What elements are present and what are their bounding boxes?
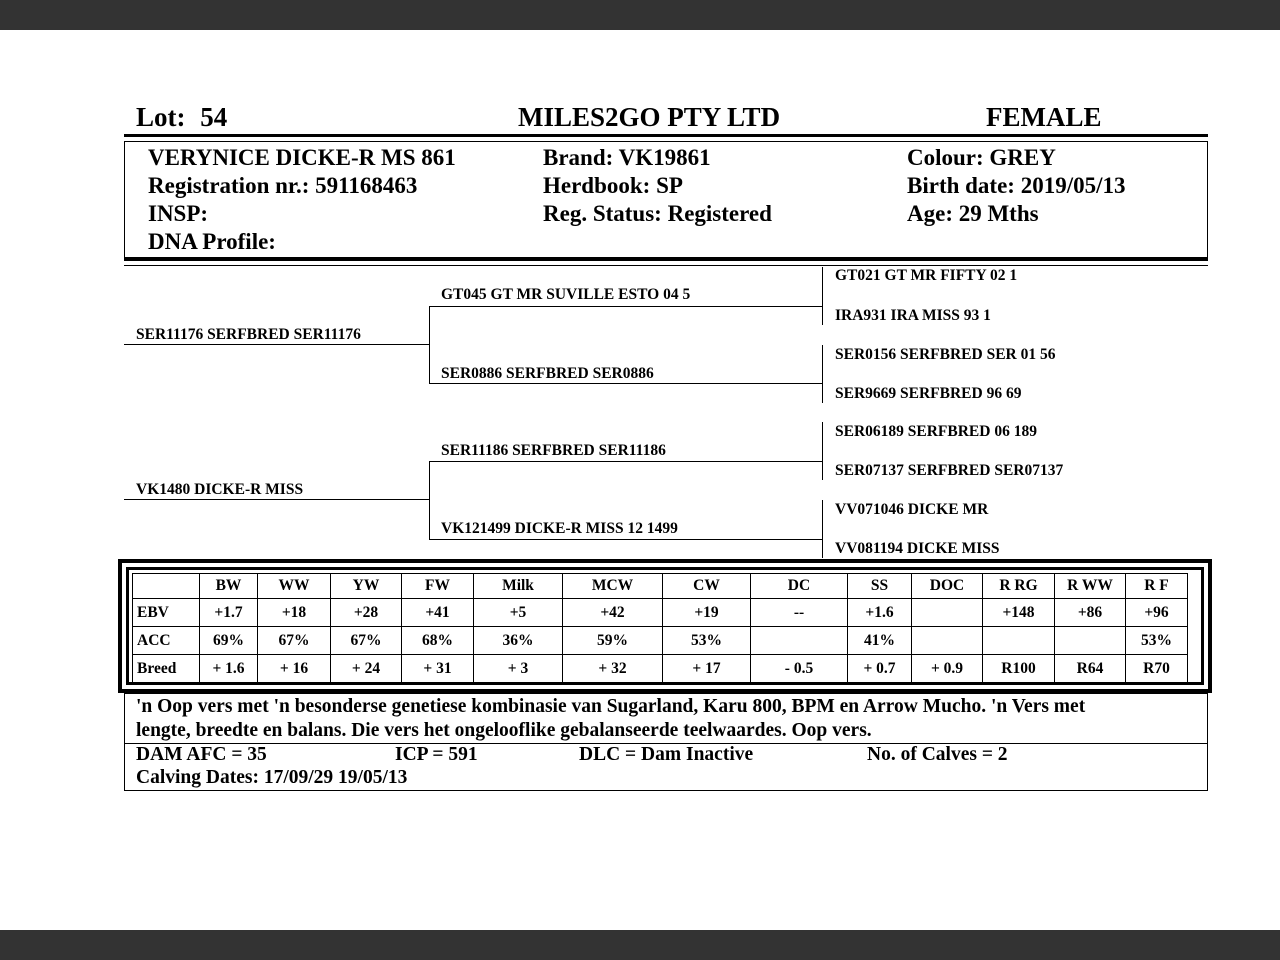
ebv-value-cell (912, 599, 983, 627)
ebv-value-cell: +86 (1055, 599, 1126, 627)
lot-label (136, 102, 227, 133)
dam-line (124, 499, 430, 500)
sire-dam-line (429, 383, 823, 384)
ebv-value-cell (751, 627, 848, 655)
insp-label: INSP: (148, 201, 209, 226)
ebv-row-label: Breed (133, 655, 200, 683)
calving-dates: Calving Dates: 17/09/29 19/05/13 (136, 767, 408, 788)
ebv-row-ebv (133, 599, 1188, 627)
ebv-value-cell: + 31 (402, 655, 474, 683)
ebv-value-cell: +18 (258, 599, 331, 627)
info-box-right (1207, 141, 1208, 257)
great-grandparent: SER9669 SERFBRED 96 69 (835, 385, 1022, 402)
ebv-column-header: FW (402, 574, 474, 599)
ebv-column-header: YW (331, 574, 402, 599)
ggp-bracket-4 (822, 500, 823, 558)
top-frame-bar (0, 0, 1280, 30)
ebv-value-cell: + 24 (331, 655, 402, 683)
sire-bracket (429, 306, 430, 384)
ebv-value-cell: +96 (1126, 599, 1188, 627)
ebv-column-header: R WW (1055, 574, 1126, 599)
lot-number: 54 (200, 102, 228, 132)
ebv-column-header: MCW (563, 574, 663, 599)
ggp-bracket-1 (822, 267, 823, 325)
brand: Brand: VK19861 (543, 145, 711, 170)
ebv-value-cell: 69% (200, 627, 258, 655)
ebv-value-cell: 53% (663, 627, 751, 655)
dlc: DLC = Dam Inactive (579, 744, 754, 765)
ebv-row-label: EBV (133, 599, 200, 627)
ebv-column-header: DOC (912, 574, 983, 599)
ebv-header-row (133, 574, 1188, 599)
dam-afc: DAM AFC = 35 (136, 744, 267, 765)
ebv-value-cell: - 0.5 (751, 655, 848, 683)
header-rule-thin (124, 141, 1208, 142)
sex-label: FEMALE (986, 102, 1102, 132)
header-rule-top (124, 134, 1208, 137)
ebv-value-cell: -- (751, 599, 848, 627)
seller-name: MILES2GO PTY LTD (518, 102, 781, 132)
ebv-table (132, 573, 1188, 683)
ebv-value-cell: + 1.6 (200, 655, 258, 683)
ebv-column-header: R F (1126, 574, 1188, 599)
ebv-column-header: R RG (983, 574, 1055, 599)
ebv-value-cell: + 32 (563, 655, 663, 683)
ebv-value-cell: + 0.9 (912, 655, 983, 683)
sire-sire-line (429, 306, 823, 307)
ebv-value-cell (1055, 627, 1126, 655)
ebv-column-header: Milk (474, 574, 563, 599)
dam: VK1480 DICKE-R MISS (136, 481, 304, 498)
ebv-value-cell: 36% (474, 627, 563, 655)
colour: Colour: GREY (907, 145, 1056, 170)
ebv-value-cell: + 3 (474, 655, 563, 683)
ebv-column-header: DC (751, 574, 848, 599)
great-grandparent: VV071046 DICKE MR (835, 501, 989, 518)
ebv-table-inner-frame (126, 567, 1204, 685)
ebv-value-cell: R100 (983, 655, 1055, 683)
dam-bracket (429, 461, 430, 539)
ebv-value-cell: 68% (402, 627, 474, 655)
ebv-value-cell: + 17 (663, 655, 751, 683)
ebv-column-header: CW (663, 574, 751, 599)
comment-line-1: 'n Oop vers met 'n besonderse genetiese kombinasie van Sugarland, Karu 800, BPM en Arrow Mucho. 'n Vers met (136, 696, 1086, 717)
number-of-calves: No. of Calves = 2 (867, 744, 1008, 765)
ebv-value-cell: +1.7 (200, 599, 258, 627)
ebv-value-cell: R70 (1126, 655, 1188, 683)
dam-dam: VK121499 DICKE-R MISS 12 1499 (441, 520, 678, 537)
ebv-value-cell: 53% (1126, 627, 1188, 655)
ebv-value-cell: + 0.7 (848, 655, 912, 683)
great-grandparent: GT021 GT MR FIFTY 02 1 (835, 267, 1018, 284)
ebv-value-cell: +19 (663, 599, 751, 627)
ebv-value-cell: 59% (563, 627, 663, 655)
info-rule-bottom (124, 257, 1208, 261)
dam-sire-line (429, 461, 823, 462)
dam-sire: SER11186 SERFBRED SER11186 (441, 442, 666, 459)
ebv-row-acc (133, 627, 1188, 655)
ebv-value-cell: + 16 (258, 655, 331, 683)
herdbook: Herdbook: SP (543, 173, 683, 198)
bottom-frame-bar (0, 930, 1280, 960)
ebv-row-breed (133, 655, 1188, 683)
ebv-corner-cell (133, 574, 200, 599)
registration-status: Reg. Status: Registered (543, 201, 772, 226)
ebv-column-header: BW (200, 574, 258, 599)
great-grandparent: IRA931 IRA MISS 93 1 (835, 307, 991, 324)
great-grandparent: SER07137 SERFBRED SER07137 (835, 462, 1064, 479)
ebv-value-cell: +42 (563, 599, 663, 627)
sire-sire: GT045 GT MR SUVILLE ESTO 04 5 (441, 286, 691, 303)
great-grandparent: SER0156 SERFBRED SER 01 56 (835, 346, 1056, 363)
great-grandparent: SER06189 SERFBRED 06 189 (835, 423, 1037, 440)
ebv-value-cell: 67% (258, 627, 331, 655)
ebv-value-cell: +1.6 (848, 599, 912, 627)
comment-line-2: lengte, breedte en balans. Die vers het ongelooflike gebalanseerde teelwaardes. Oop vers. (136, 720, 872, 741)
ebv-row-label: ACC (133, 627, 200, 655)
ebv-value-cell: +41 (402, 599, 474, 627)
info-rule-bottom-thin (124, 265, 1208, 266)
ebv-value-cell: 41% (848, 627, 912, 655)
great-grandparent: VV081194 DICKE MISS (835, 540, 1000, 557)
sire-line (124, 344, 430, 345)
age: Age: 29 Mths (907, 201, 1039, 226)
ebv-value-cell: 67% (331, 627, 402, 655)
ebv-value-cell: R64 (1055, 655, 1126, 683)
ebv-value-cell: +5 (474, 599, 563, 627)
ebv-value-cell (983, 627, 1055, 655)
sire: SER11176 SERFBRED SER11176 (136, 326, 361, 343)
animal-name: VERYNICE DICKE-R MS 861 (148, 145, 456, 170)
ebv-value-cell: +28 (331, 599, 402, 627)
ebv-column-header: SS (848, 574, 912, 599)
dam-dam-line (429, 539, 823, 540)
registration-number: Registration nr.: 591168463 (148, 173, 418, 198)
ebv-value-cell (912, 627, 983, 655)
info-box-left (124, 141, 125, 257)
birth-date: Birth date: 2019/05/13 (907, 173, 1126, 198)
icp: ICP = 591 (395, 744, 478, 765)
ebv-column-header: WW (258, 574, 331, 599)
lot-label-text: Lot: (136, 102, 186, 132)
dna-profile-label: DNA Profile: (148, 229, 276, 254)
ggp-bracket-3 (822, 422, 823, 480)
ebv-value-cell: +148 (983, 599, 1055, 627)
sire-dam: SER0886 SERFBRED SER0886 (441, 365, 654, 382)
ggp-bracket-2 (822, 345, 823, 403)
ebv-table-frame (118, 559, 1212, 693)
